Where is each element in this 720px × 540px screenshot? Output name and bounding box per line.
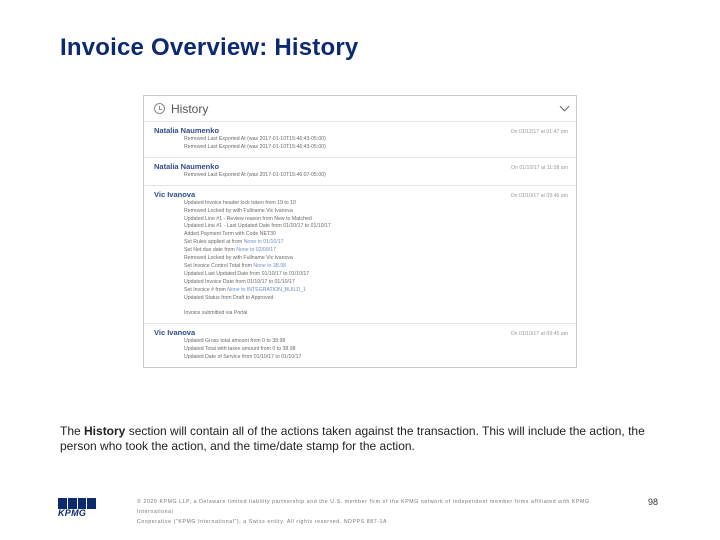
history-action xyxy=(154,310,568,318)
history-user-name: Natalia Naumenko xyxy=(154,126,220,135)
history-action-text: Updated Line #1 - Review reason from New to Matched xyxy=(184,215,312,222)
history-action-value: None to INTEGRATION_BUILD_1 xyxy=(227,286,306,293)
history-action xyxy=(154,200,568,208)
history-action xyxy=(154,263,568,271)
history-entry xyxy=(144,186,576,325)
history-entry xyxy=(144,324,576,368)
history-action xyxy=(154,354,568,362)
history-action xyxy=(154,208,568,216)
history-action xyxy=(154,287,568,295)
slide-description xyxy=(60,424,660,454)
history-action xyxy=(154,216,568,224)
history-panel-title: History xyxy=(171,101,209,116)
history-action-value: None to 38.98 xyxy=(253,262,286,269)
history-action-text: Updated Date of Service from 01/10/17 to 01/10/17 xyxy=(184,354,302,361)
history-action-text: Updated Line #1 - Last Updated Date from 01/10/17 to 01/10/17 xyxy=(184,223,331,230)
history-action xyxy=(154,136,568,144)
history-action xyxy=(154,239,568,247)
logo-wordmark: KPMG xyxy=(58,508,87,518)
history-action xyxy=(154,271,568,279)
history-action xyxy=(154,247,568,255)
history-panel-screenshot xyxy=(143,95,577,368)
description-bold-term: History xyxy=(84,424,126,438)
history-clock-icon xyxy=(154,103,165,114)
history-action xyxy=(154,279,568,287)
page-number: 98 xyxy=(648,497,659,507)
history-action-text: Removed Locked by with Fullname Vic Ivanova xyxy=(184,255,293,262)
footer-line-2: Cooperative ("KPMG International"), a Swiss entity. All rights reserved. NDPPS 887-1A xyxy=(137,519,388,525)
history-timestamp: On 01/10/17 at 11:08 am xyxy=(510,164,568,171)
history-action-text: Removed Last Exported At (was 2017-01-10T15:46:43-05:00) xyxy=(184,136,326,142)
history-action-text: Removed Last Exported At (was 2017-01-10T15:46:43-05:00) xyxy=(184,143,326,150)
footer-line-1: © 2020 KPMG LLP, a Delaware limited liability partnership and the U.S. member firm of the KPMG network of independent member firms affiliated with KPMG International xyxy=(137,499,590,515)
history-action-text: Updated Last Updated Date from 01/10/17 to 01/10/17 xyxy=(184,270,310,277)
history-user-name: Natalia Naumenko xyxy=(154,161,220,171)
history-action xyxy=(154,338,568,346)
history-action-text: Updated Status from Draft to Approved xyxy=(184,294,274,301)
history-action xyxy=(154,346,568,354)
history-entry-list xyxy=(144,122,576,368)
history-action-text: Set Rules applied at from xyxy=(184,239,244,246)
history-timestamp: On 01/12/17 at 01:47 pm xyxy=(510,129,568,135)
history-action-text: Invoice submitted via Portal xyxy=(184,310,248,317)
history-user-name: Vic Ivanova xyxy=(154,189,196,199)
history-timestamp: On 01/10/17 at 09:45 am xyxy=(510,331,568,338)
history-action-text: Updated Invoice Date from 01/10/17 to 01/10/17 xyxy=(184,278,295,285)
history-panel-header[interactable] xyxy=(144,96,576,122)
history-action xyxy=(154,223,568,231)
history-action xyxy=(154,255,568,263)
history-action xyxy=(154,231,568,239)
description-body: section will contain all of the actions taken against the transaction. This will include the action, the person who took the action, and the time/date stamp for the action. xyxy=(60,424,645,453)
description-prefix: The xyxy=(60,424,85,438)
history-action xyxy=(154,295,568,303)
history-action-text: Removed Locked by with Fullname Vic Ivanova xyxy=(184,207,293,214)
history-entry xyxy=(144,158,576,186)
history-action-value: None to 01/10/17 xyxy=(243,239,284,246)
footer-legal xyxy=(137,497,597,527)
history-action xyxy=(154,172,568,180)
history-entry xyxy=(144,122,576,158)
history-action-text: Set Net due date from xyxy=(184,247,237,254)
history-action-text: Removed Last Exported At (was 2017-01-10T15:46:07-05:00) xyxy=(184,171,326,178)
history-action-text: Updated Invoice header lock token from 19 to 10 xyxy=(184,199,296,206)
history-user-name: Vic Ivanova xyxy=(154,328,196,338)
chevron-down-icon[interactable] xyxy=(560,102,570,112)
history-action xyxy=(154,144,568,152)
slide-title: Invoice Overview: History xyxy=(60,34,359,61)
history-action xyxy=(154,303,568,311)
history-action-text: Added Payment Term with Code NET30 xyxy=(184,231,276,238)
history-action-text: Updated Gross total amount from 0 to 38.98 xyxy=(184,338,286,345)
history-timestamp: On 01/10/17 at 09:46 am xyxy=(510,192,568,199)
history-action-text: Set Invoice # from xyxy=(184,286,228,293)
history-action-text: Updated Total with taxes amount from 0 to 38.98 xyxy=(184,346,296,353)
history-action-value: None to 02/09/17 xyxy=(236,247,277,254)
history-action-text: Set Invoice Control Total from xyxy=(184,262,254,269)
kpmg-logo xyxy=(58,498,96,518)
